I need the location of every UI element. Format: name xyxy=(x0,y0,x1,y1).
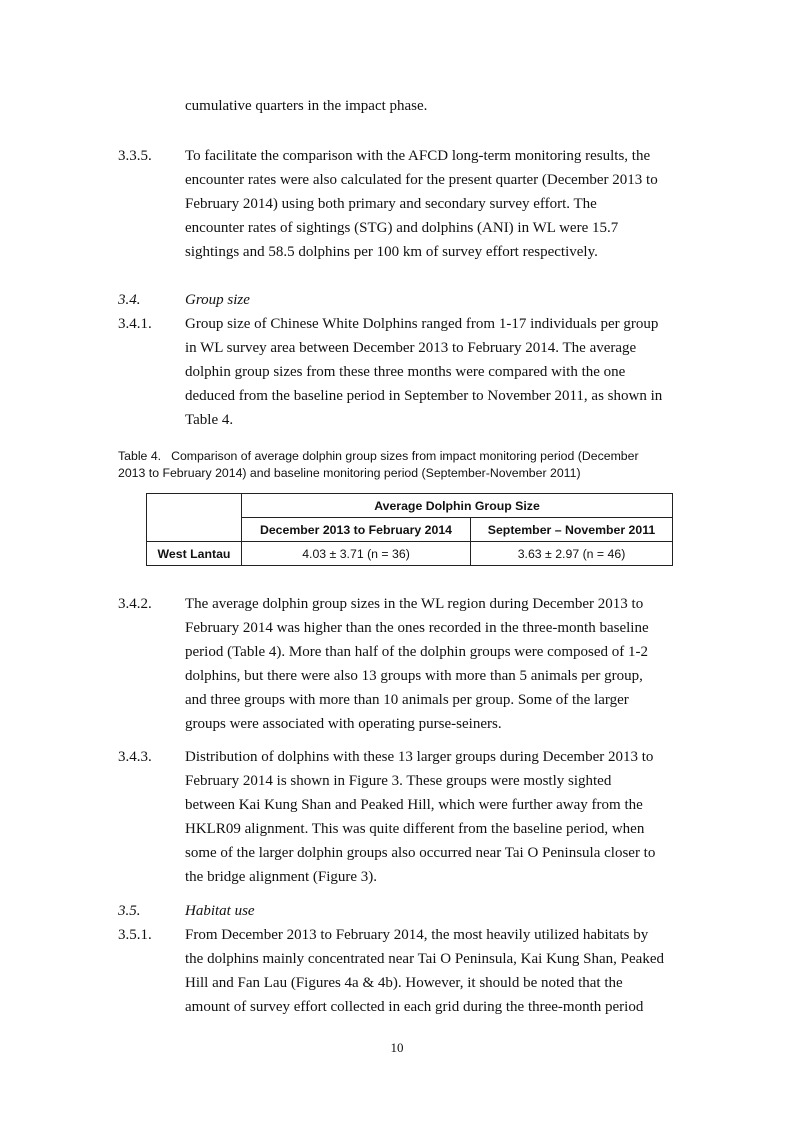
table-cell: 3.63 ± 2.97 (n = 46) xyxy=(471,542,673,566)
section-title: Habitat use xyxy=(185,903,255,919)
paragraph-3-4-1 xyxy=(118,312,708,432)
paragraph-line: To facilitate the comparison with the AFCD long-term monitoring results, the xyxy=(185,148,651,164)
table-group-header: Average Dolphin Group Size xyxy=(242,494,673,518)
paragraph-line: in WL survey area between December 2013 to February 2014. The average xyxy=(185,340,637,356)
paragraph-number: 3.5.1. xyxy=(118,927,152,943)
table-corner-cell xyxy=(147,494,242,542)
paragraph-line: and three groups with more than 10 animals per group. Some of the larger xyxy=(185,692,629,708)
table-cell: 4.03 ± 3.71 (n = 36) xyxy=(242,542,471,566)
table-column-header: December 2013 to February 2014 xyxy=(242,518,471,542)
paragraph-line: The average dolphin group sizes in the WL region during December 2013 to xyxy=(185,596,644,612)
paragraph-line: From December 2013 to February 2014, the most heavily utilized habitats by xyxy=(185,927,649,943)
paragraph-body xyxy=(185,312,708,432)
paragraph-body xyxy=(185,592,708,736)
section-number: 3.5. xyxy=(118,903,141,919)
paragraph-line: the dolphins mainly concentrated near Tai O Peninsula, Kai Kung Shan, Peaked xyxy=(185,951,664,967)
paragraph-line: HKLR09 alignment. This was quite different from the baseline period, when xyxy=(185,821,645,837)
paragraph-line: February 2014 is shown in Figure 3. These groups were mostly sighted xyxy=(185,773,612,789)
paragraph-line: February 2014 was higher than the ones recorded in the three-month baseline xyxy=(185,620,649,636)
paragraph-line: deduced from the baseline period in September to November 2011, as shown in xyxy=(185,388,663,404)
paragraph-line: dolphin group sizes from these three months were compared with the one xyxy=(185,364,626,380)
section-heading-habitat-use xyxy=(118,899,708,923)
paragraph-line: dolphins, but there were also 13 groups with more than 5 animals per group, xyxy=(185,668,643,684)
paragraph-number: 3.4.2. xyxy=(118,596,152,612)
table-header-row xyxy=(147,494,673,518)
paragraph-line: encounter rates of sightings (STG) and dolphins (ANI) in WL were 15.7 xyxy=(185,220,619,236)
paragraph-line: the bridge alignment (Figure 3). xyxy=(185,869,378,885)
table-row-header: West Lantau xyxy=(147,542,242,566)
paragraph-3-5-1 xyxy=(118,923,708,1019)
paragraph-number: 3.3.5. xyxy=(118,148,152,164)
paragraph-line: groups were associated with operating purse-seiners. xyxy=(185,716,502,732)
paragraph-body xyxy=(185,923,708,1019)
continuation-line: cumulative quarters in the impact phase. xyxy=(185,98,428,114)
section-title: Group size xyxy=(185,292,250,308)
paragraph-number: 3.4.1. xyxy=(118,316,152,332)
paragraph-line: between Kai Kung Shan and Peaked Hill, which were further away from the xyxy=(185,797,643,813)
paragraph-3-4-2 xyxy=(118,592,708,736)
paragraph-line: Distribution of dolphins with these 13 larger groups during December 2013 to xyxy=(185,749,654,765)
caption-line xyxy=(118,448,708,465)
paragraph-line: sightings and 58.5 dolphins per 100 km of survey effort respectively. xyxy=(185,244,598,260)
paragraph-3-3-5 xyxy=(118,144,708,264)
continuation-text xyxy=(185,94,705,118)
table-row xyxy=(147,542,673,566)
group-size-table xyxy=(146,493,673,566)
paragraph-line: some of the larger dolphin groups also occurred near Tai O Peninsula closer to xyxy=(185,845,656,861)
paragraph-line: February 2014) using both primary and secondary survey effort. The xyxy=(185,196,597,212)
paragraph-line: Table 4. xyxy=(185,412,234,428)
paragraph-line: period (Table 4). More than half of the dolphin groups were composed of 1-2 xyxy=(185,644,648,660)
table-caption xyxy=(118,448,708,482)
paragraph-number: 3.4.3. xyxy=(118,749,152,765)
caption-label: Table 4. xyxy=(118,449,162,463)
paragraph-line: Hill and Fan Lau (Figures 4a & 4b). However, it should be noted that the xyxy=(185,975,623,991)
paragraph-line: Group size of Chinese White Dolphins ranged from 1-17 individuals per group xyxy=(185,316,659,332)
section-number: 3.4. xyxy=(118,292,141,308)
paragraph-body xyxy=(185,745,708,889)
paragraph-line: amount of survey effort collected in each grid during the three-month period xyxy=(185,999,644,1015)
caption-line: 2013 to February 2014) and baseline monitoring period (September-November 2011) xyxy=(118,466,581,480)
section-heading-group-size xyxy=(118,288,708,312)
paragraph-line: encounter rates were also calculated for the present quarter (December 2013 to xyxy=(185,172,658,188)
table-column-header: September – November 2011 xyxy=(471,518,673,542)
paragraph-3-4-3 xyxy=(118,745,708,889)
paragraph-body xyxy=(185,144,708,264)
caption-text: Comparison of average dolphin group sizes from impact monitoring period (December xyxy=(171,449,639,463)
page-number: 10 xyxy=(390,1040,404,1055)
